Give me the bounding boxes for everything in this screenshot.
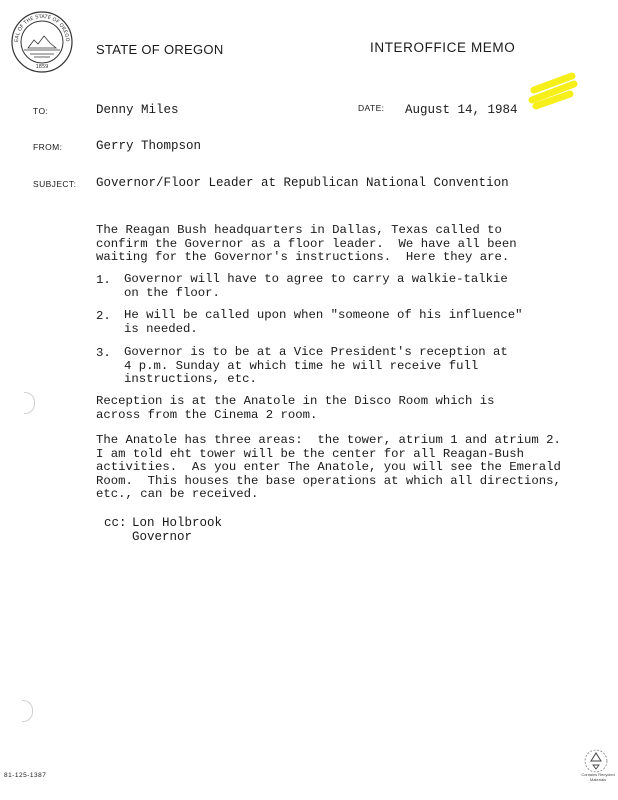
state-seal [10,10,74,74]
cc-recipient: Governor [132,530,193,544]
anatole-paragraph: The Anatole has three areas: the tower, atrium 1 and atrium 2. I am told eht tower will be the center for all Reagan-Bush activities. As you enter The Anatole, you will see the Emerald Room. This houses the base operations at which all directions, etc., can be received. [96,433,561,501]
cc-recipient: Lon Holbrook [132,516,223,530]
item-number-1: 1. [96,273,111,287]
highlighter-mark [528,70,580,110]
reception-paragraph: Reception is at the Anatole in the Disco Room which is across from the Cinema 2 room. [96,394,495,422]
item-text-1: Governor will have to agree to carry a walkie-talkie on the floor. [124,272,508,300]
punch-hole-mark [22,700,33,722]
item-number-2: 2. [96,309,111,323]
form-number: 81-125-1387 [4,772,47,779]
item-text-3: Governor is to be at a Vice President's reception at 4 p.m. Sunday at which time he will receive full instructions, etc. [124,345,508,386]
item-number-3: 3. [96,346,111,360]
state-title: STATE OF OREGON [96,42,224,57]
to-value: Denny Miles [96,103,179,117]
intro-paragraph: The Reagan Bush headquarters in Dallas, Texas called to confirm the Governor as a floor leader. We have all been waiting for the Governor's instructions. Here they are. [96,223,517,264]
seal-text: EAL OF THE STATE OF OREGO [13,13,71,43]
from-label: FROM: [33,142,63,152]
seal-year: 1859 [35,64,49,70]
subject-value: Governor/Floor Leader at Republican National Convention [96,176,509,190]
punch-hole-mark [24,392,35,414]
subject-label: SUBJECT: [33,179,77,189]
memo-type: INTEROFFICE MEMO [370,40,516,55]
date-value: August 14, 1984 [405,103,518,117]
to-label: TO: [33,106,49,116]
recycle-caption: Contains Recycled Materials [581,772,615,782]
svg-text:SEAL OF THE STATE OF OREGON [10,10,70,42]
date-label: DATE: [358,103,385,113]
item-text-2: He will be called upon when "someone of his influence" is needed. [124,308,523,336]
cc-label: cc: [104,516,127,530]
from-value: Gerry Thompson [96,139,202,153]
